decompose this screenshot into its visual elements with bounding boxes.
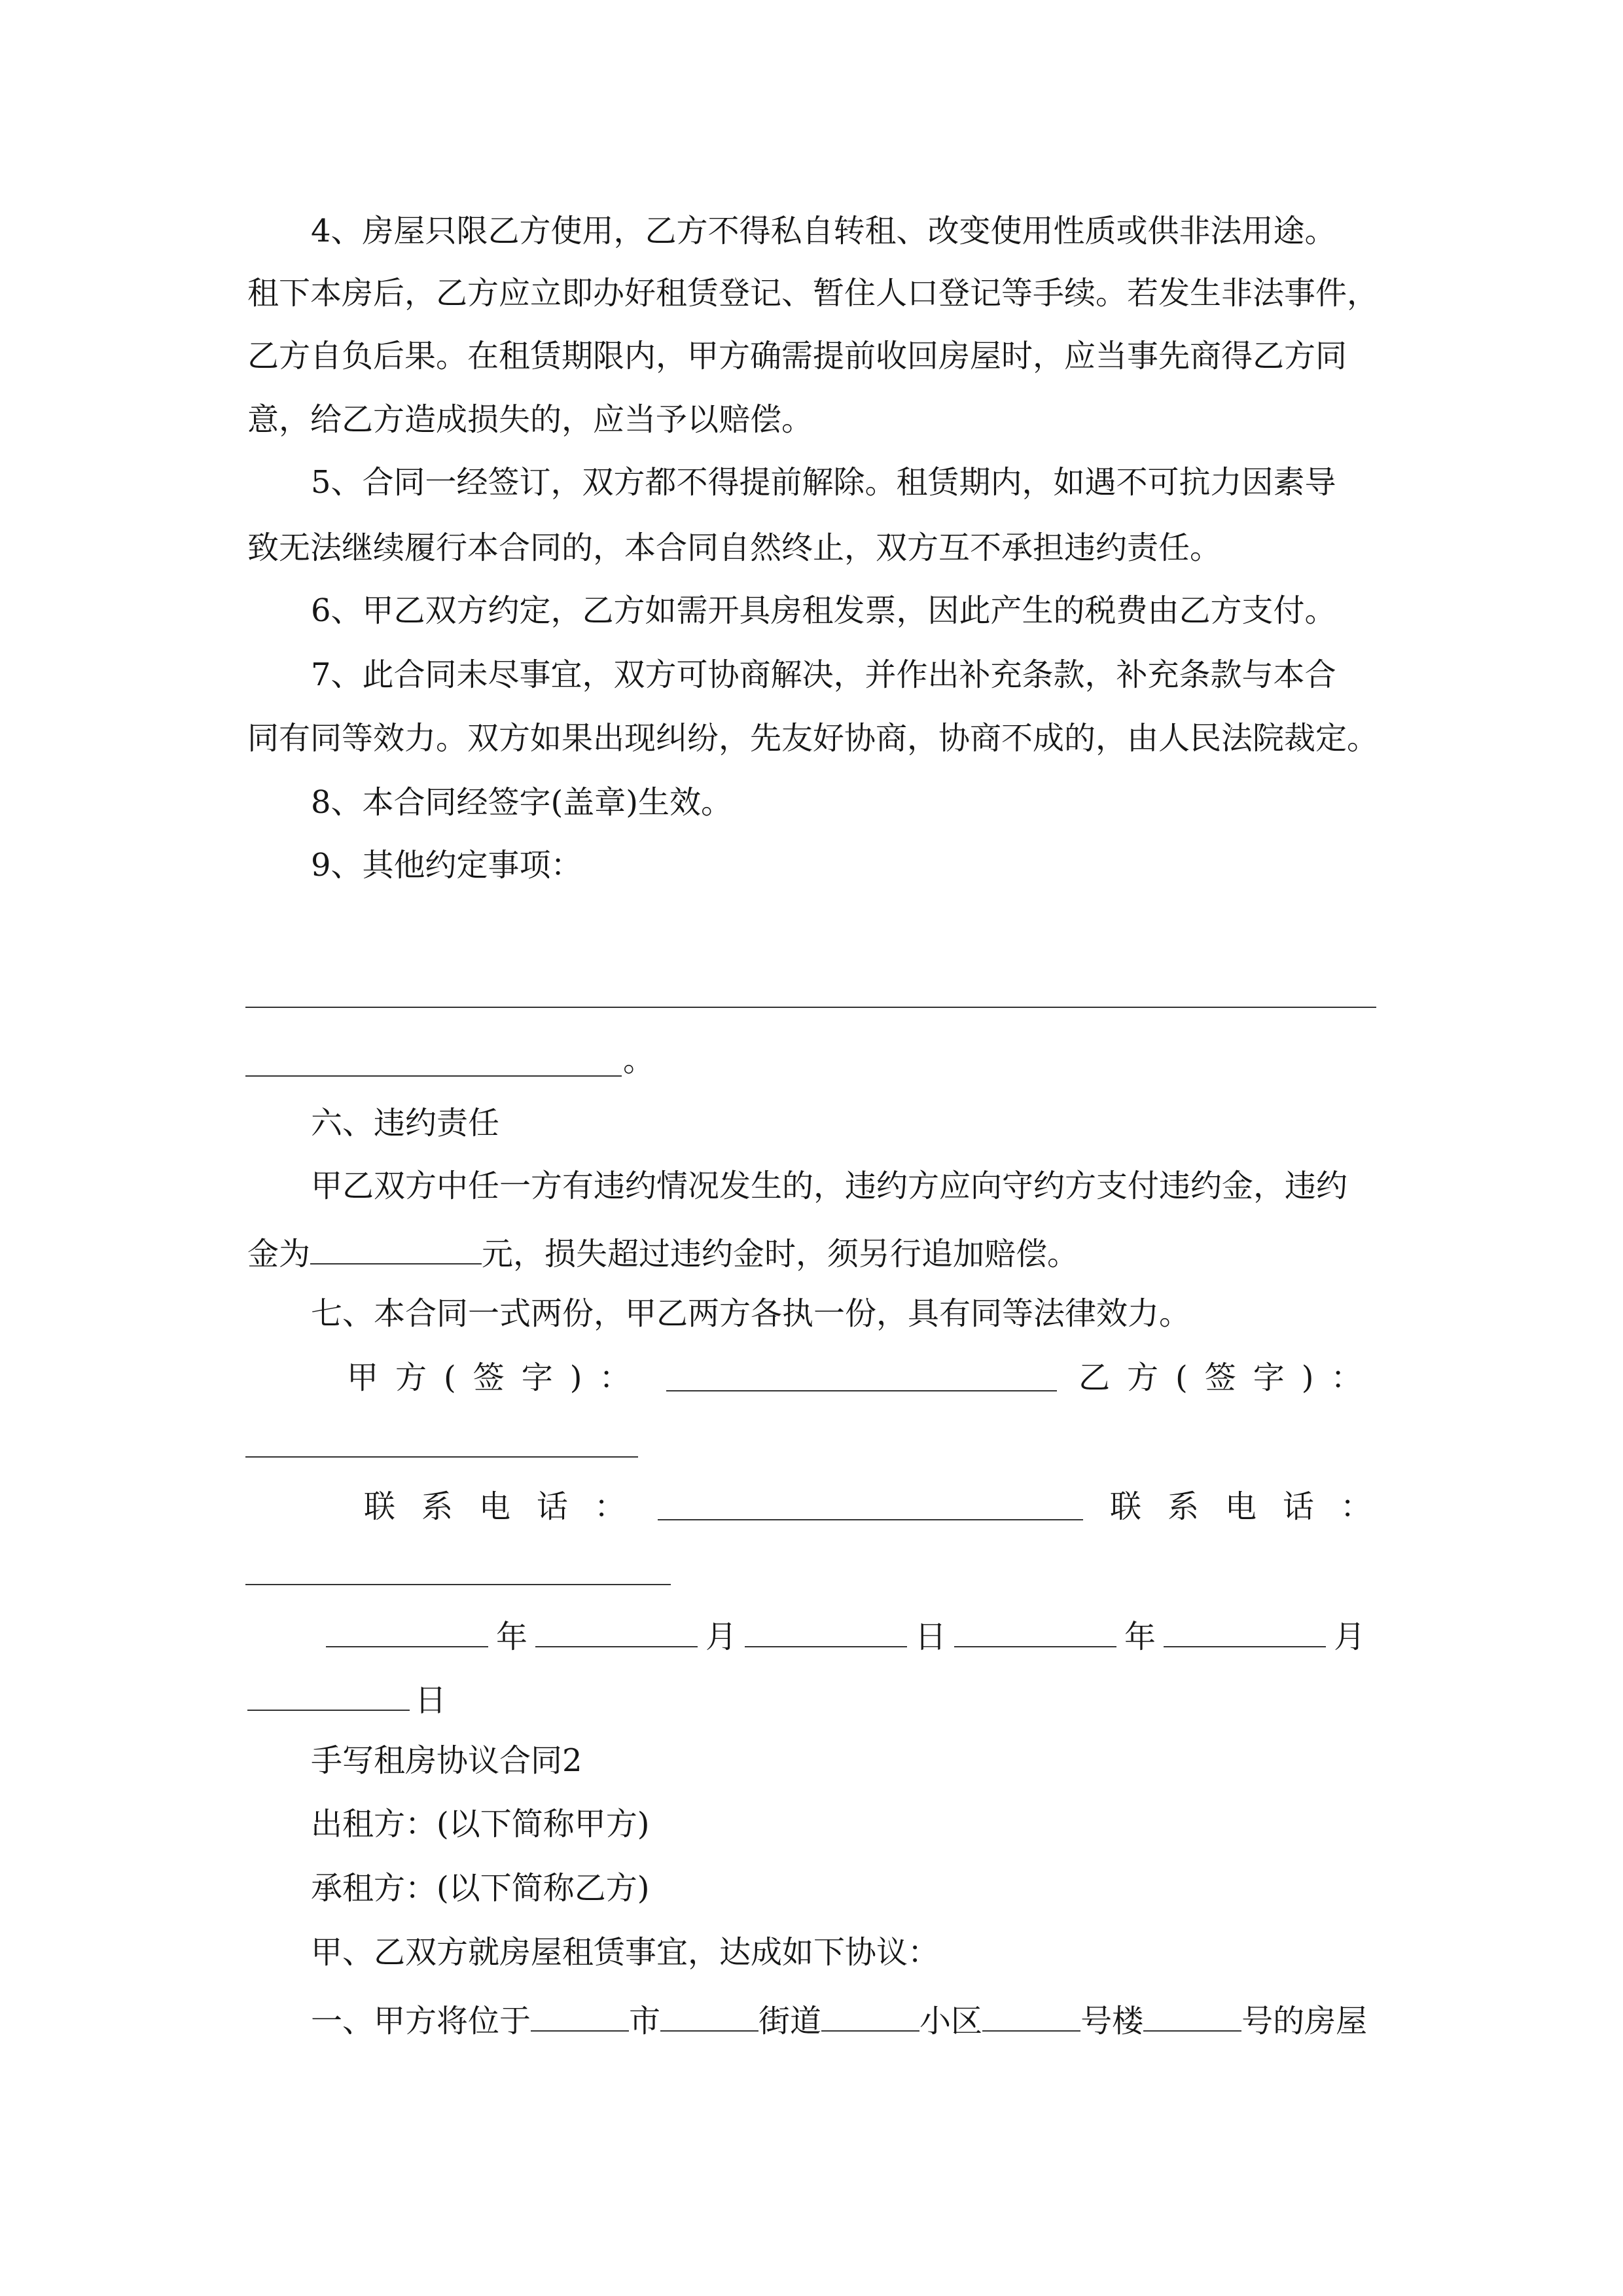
clause-7-line-2: 同有同等效力。双方如果出现纠纷，先友好协商，协商不成的，由人民法院裁定。 [247,720,1379,757]
party-b-sign-blank [245,1456,638,1458]
date-row [326,1613,1365,1653]
clause-4-line-3: 乙方自负后果。在租赁期限内，甲方确需提前收回房屋时，应当事先商得乙方同 [247,338,1347,374]
party-b-month-label: 月 [1334,1619,1366,1655]
party-a-phone-blank [658,1519,1083,1520]
party-a-day-label: 日 [915,1619,947,1655]
room-blank [1143,1998,1241,2032]
party-b-day-label: 日 [415,1682,447,1719]
community-blank [821,1998,919,2032]
clause-8-line-1: 8、本合同经签字(盖章)生效。 [311,784,732,821]
party-b-sign-label: 乙方(签字)： [1079,1359,1380,1396]
contract-2-item-1 [311,1998,1367,2037]
party-b-day-blank [247,1677,410,1711]
party-b-phone-blank [245,1584,671,1585]
penalty-amount-blank [310,1230,482,1265]
party-b-year-label: 年 [1124,1619,1156,1655]
other-terms-end-mark: 。 [623,1042,655,1079]
party-b-year-blank [954,1613,1116,1647]
building-blank [982,1998,1080,2032]
city-blank [531,1998,629,2032]
clause-5-line-2: 致无法继续履行本合同的，本合同自然终止，双方互不承担违约责任。 [247,529,1222,566]
party-a-month-blank [535,1613,698,1647]
party-a-phone-label: 联系电话： [364,1488,652,1525]
community-label: 小区 [919,2003,983,2039]
copies-clause: 七、本合同一式两份，甲乙两方各执一份，具有同等法律效力。 [311,1295,1191,1332]
party-a-year-blank [326,1613,488,1647]
party-a-sign-text: 甲方(签字)： [347,1359,648,1396]
clause-5-line-1: 5、合同一经签订，双方都不得提前解除。租赁期内，如遇不可抗力因素导 [311,464,1336,501]
breach-line-2 [247,1230,1079,1270]
party-a-sign-blank [666,1390,1057,1391]
clause-7-line-1: 7、此合同未尽事宜，双方可协商解决，并作出补充条款，补充条款与本合 [311,656,1336,693]
street-blank [660,1998,758,2032]
breach-line-2-post: 元，损失超过违约金时，须另行追加赔偿。 [482,1236,1079,1272]
date-row-continued [247,1677,447,1719]
party-b-month-blank [1164,1613,1326,1647]
party-a-month-label: 月 [705,1619,738,1655]
clause-4-line-2-text: 租下本房后，乙方应立即办好租赁登记、暂住人口登记等手续。若发生非法事件， [247,275,1379,312]
building-label: 号楼 [1080,2003,1144,2039]
breach-line-2-pre: 金为 [247,1236,311,1272]
clause-4-line-4: 意，给乙方造成损失的，应当予以赔偿。 [247,401,813,438]
clause-9-line-1: 9、其他约定事项： [311,847,582,884]
clause-6-line-1: 6、甲乙双方约定，乙方如需开具房租发票，因此产生的税费由乙方支付。 [311,592,1336,629]
room-label: 号的房屋 [1241,2003,1368,2039]
party-a-day-blank [745,1613,907,1647]
contract-2-intro: 甲、乙双方就房屋租赁事宜，达成如下协议： [311,1934,940,1971]
party-b-phone-label: 联系电话： [1110,1488,1399,1525]
clause-4-line-1: 4、房屋只限乙方使用，乙方不得私自转租、改变使用性质或供非法用途。 [311,213,1336,249]
party-a-year-label: 年 [496,1619,528,1655]
other-terms-blank-line-2 [245,1075,622,1077]
clause-4-line-2 [247,274,1411,313]
contract-2-title: 手写租房协议合同2 [311,1742,582,1779]
other-terms-blank-line-1 [245,1007,1376,1008]
city-label: 市 [629,2003,661,2039]
contract-2-lessee: 承租方：(以下简称乙方) [311,1870,650,1907]
contract-2-lessor: 出租方：(以下简称甲方) [311,1806,650,1842]
item-1-pre: 一、甲方将位于 [311,2003,531,2039]
street-label: 街道 [758,2003,822,2039]
breach-heading: 六、违约责任 [311,1105,500,1141]
breach-line-1: 甲乙双方中任一方有违约情况发生的，违约方应向守约方支付违约金，违约 [311,1168,1348,1204]
